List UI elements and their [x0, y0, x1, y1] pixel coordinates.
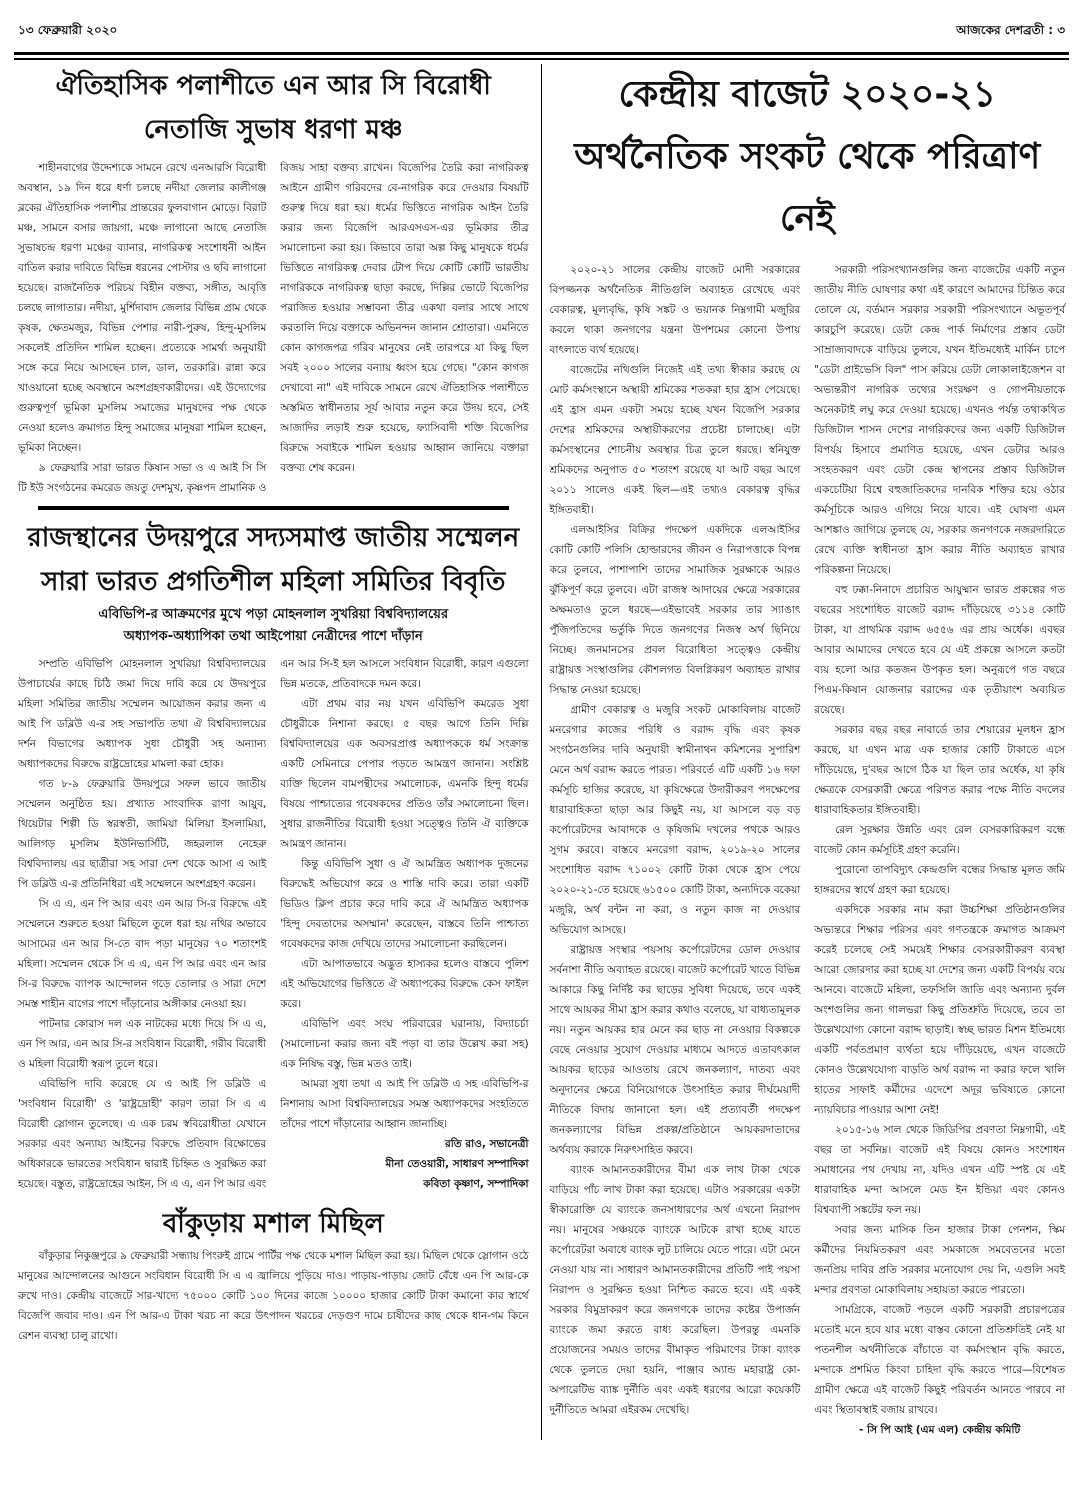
article-title-line1: কেন্দ্রীয় বাজেট ২০২০-২১ — [618, 74, 997, 115]
article-title-line2: সারা ভারত প্রগতিশীল মহিলা সমিতির বিবৃতি — [41, 567, 506, 597]
article-body — [18, 654, 529, 1194]
paragraph: কিন্তু এবিভিপি সুধা ও ঐ আমন্ত্রিত অধ্যাপক দুজনের বিরুদ্ধেই অভিযোগ করে ও শাস্তি দাবি করে। তারা একটি ভিডিও ক্লিপ প্রচার করে দাবি করে ঐ আমন্ত্রিত অধ্যাপক 'হিন্দু দেবতাদের অসম্মান' করেছেন, বাস্তবে তিনি পাশ্চাত্য গবেষকদের কাজ দেখিয়ে তাদের সমালোচনা করছিলেন। — [280, 858, 529, 950]
issue-date: ১৩ ফেব্রুয়ারী ২০২০ — [18, 23, 118, 37]
article-body — [18, 158, 529, 498]
article-subtitle-line1: এবিভিপি-র আক্রমণের মুখে পড়া মোহনলাল সুখরিয়া বিশ্ববিদ্যালয়ের — [98, 607, 449, 622]
paragraph: গ্রামীণ বেকারত্ব ও মজুরি সংকট মোকাবিলায় বাজেট মনরেগার কাজের পরিধি ও বরাদ্দ বৃদ্ধি এবং কৃষক সংগঠনগুলির দাবি অনুযায়ী স্বামীনাথন কমিশনের সুপারিশ মেনে অর্থ বরাদ্দ করতে পারত। পরিবর্তে এটি একটি ১৬ দফা কর্মসূচি হাজির করেছে, যা কৃষিক্ষেত্রে উদারীকরণ পদক্ষেপের ধারাবাহিকতা ছাড়া আর কিছুই নয়, যা আসলে বড় বড় কর্পোরেটদের আবাদকে ও কৃষিজমি দখলের পথকে আরও সুগম করবে। বাস্তবে মনরেগা বরাদ্দ, ২০১৯-২০ সালের সংশোধিত বরাদ্দ ৭১০০২ কোটি টাকা থেকে হ্রাস পেয়ে ২০২০-২১-তে হয়েছে ৬১৫০০ কোটি টাকা, অন্যদিকে বকেয়া মজুরি, অর্থ বন্টন না করা, ও নতুন কাজ না দেওয়ার অভিযোগ আসছে। — [549, 704, 801, 936]
header-rule — [14, 52, 1069, 55]
paragraph: সবার জন্য মাসিক তিন হাজার টাকা পেনশন, স্কিম কর্মীদের নিয়মিতকরণ এবং সমকাজে সমবেতনের মতো জনপ্রিয় দাবির প্রতি সরকার মনোযোগ দেয় নি, এগুলি সবই মন্দার প্রবণতা মোকাবিলায় সহায়তা করতে পারতো। — [814, 1224, 1065, 1296]
paragraph: সি এ এ, এন পি আর এবং এন আর সি-র বিরুদ্ধে এই সম্মেলনে শুরুতে হওয়া মিছিলে তুলে ধরা হয় নথির অভাবে আসামের এন আর সি-তে বাদ পড়া মানুষের ৭০ শতাংশই মহিলা। সম্মেলন থেকে সি এ এ, এন পি আর এবং এন আর সি-র বিরুদ্ধে ব্যাপক আন্দোলন গড়ে তোলার ও সারা দেশে সমস্ত শাহীন বাগের পাশে দাঁড়ানোর অঙ্গীকার নেওয়া হয়। — [18, 898, 267, 1010]
paragraph: গত ৮-৯ ফেব্রুয়ারি উদয়পুরে সফল ভাবে জাতীয় সম্মেলন অনুষ্ঠিত হয়। প্রখ্যাত সাংবাদিক রাণা আয়ুব, থিয়েটার শিল্পী ডি স্বরস্বতী, জামিয়া মিলিয়া ইসলামিয়া, আলিগড় মুসলিম ইউনিভার্সিটি, জহরলাল নেহেরু বিশ্ববিদ্যালয় এর ছাত্রীরা সহ সারা দেশ থেকে আসা এ আই পি ডব্লিউ এ-র প্রতিনিধিরা এই সম্মেলনে অংশগ্রহণ করেন। — [18, 778, 267, 890]
section-rule — [38, 506, 509, 510]
paragraph: ৯ ফেব্রুয়ারি সারা ভারত কিষান সভা ও এ আই সি সি টি ইউ সংগঠনের কমরেড জয়তু দেশমুখ, কৃষ্ণপদ প্রামানিক ও বিজয় সাহা বক্তব্য রাখেন। বিজেপির তৈরি করা নাগরিকত্ব আইনে গ্রামীণ গরিবদের বে-নাগরিক করে দেওয়ার বিষয়টি গুরুত্ব দিয়ে ধরা হয়। ধর্মের ভিত্তিতে নাগরিক আইন তৈরি করার জন্য বিজেপি আরএসএস-এর ভূমিকার তীব্র সমালোচনা করা হয়। কিভাবে তারা অল্প কিছু মানুষকে ধর্মের ভিত্তিতে নাগরিকত্ব দেবার টোপ দিয়ে কোটি কোটি ভারতীয় নাগরিককে নাগরিকত্ব ছাড়া করছে, দিল্লির ভোটে বিজেপির পরাজিত হওয়ার সম্ভাবনা তীব্র একথা বলার সাথে সাথে করতালি দিয়ে বক্তাকে অভিনন্দন জানান শ্রোতারা। এমনিতে কোন কাগজপত্র গরিব মানুষের নেই তারপরে যা কিছু ছিল সবই ২০০০ সালের বন্যায় ধ্বংস হয়ে গেছে। "কোন কাগজ দেখাবো না" এই দাবিকে সামনে রেখে ঐতিহাসিক পলাশীতে অস্তমিত স্বাধীনতার সূর্য আবার নতুন করে উদয় হবে, সেই আজাদির লড়াই শুরু হয়েছে, ফ্যাসিবাদী শক্তি বিজেপির বিরুদ্ধে সবাইকে শামিল হওয়ার আহ্বান জানিয়ে বক্তারা বক্তব্য শেষ করেন। — [18, 162, 529, 494]
paragraph: শাহীনবাগের উদ্দেশ্যকে সামনে রেখে এনআরসি বিরোধী অবস্থান, ১৯ দিন ধরে ধর্ণা চলছে নদীয়া জেলার কালীগঞ্জ ব্লকের ঐতিহাসিক পলাশীর প্রান্তরের ফুলবাগান মোড়ে। বিরাট মঞ্চ, সামনে বসার জায়গা, মঞ্চে লাগানো আছে নেতাজি সুভাষচন্দ্র ধরণা মঞ্চের ব্যানার, নাগরিকত্ব সংশোধনী আইন বাতিল করার দাবিতে বিভিন্ন ধরনের পোস্টার ও ছবি লাগানো হয়েছে। রাজনৈতিক পরিচয় বিহীন বক্তব্য, সঙ্গীত, আবৃত্তি চলছে লাগাতার। নদীয়া, মুর্শিদাবাদ জেলার বিভিন্ন গ্রাম থেকে কৃষক, ক্ষেতমজুর, বিভিন্ন পেশার নারী-পুরুষ, হিন্দু-মুসলিম সকলেই প্রতিদিন শামিল হচ্ছেন। প্রত্যেকে সামর্থ্য অনুযায়ী সঙ্গে করে নিয়ে আসছেন চাল, ডাল, তরকারি। রান্না করে খাওয়ানো হচ্ছে অবস্থানে অংশগ্রহণকারীদের। এই উদ্যোগের গুরুত্বপূর্ণ ভূমিকা মুসলিম সমাজের মানুষদের পক্ষ থেকে নেওয়া হলেও ক্রমাগত হিন্দু সমাজের মানুষরা শামিল হচ্ছেন, ভূমিকা নিচ্ছেন। — [18, 162, 267, 454]
paragraph: বহু ঢক্কা-নিনাদে প্রচারিত আয়ুষ্মান ভারত প্রকল্পের গত বছরের সংশোধিত বাজেট বরাদ্দ দাঁড়িয়েছে ৩১১৪ কোটি টাকা, যা প্রাথমিক বরাদ্দ ৬৫৫৬ এর প্রায় অর্ধেক। এবছর আবার আমাদের দেখতে হবে যে এই প্রকল্পে আসলে কতটা ব্যয় হলো আর কতজন উপকৃত হল। অনুরূপে গত বছরে পিএম-কিষান যোজনার বরাদ্দের এক তৃতীয়াংশ অব্যয়িত রয়েছে। — [814, 584, 1065, 716]
left-half — [14, 60, 533, 1440]
paragraph: আমরা সুধা তথা এ আই পি ডব্লিউ এ সহ এবিভিপি-র নিশানায় আসা বিশ্ববিদ্যালয়ের সমস্ত অধ্যাপকদের সংহতিতে তাঁদের পাশে দাঁড়ানোর আহ্বান জানাচ্ছি। — [280, 1078, 529, 1130]
paragraph: এলআইসির বিক্রির পদক্ষেপ একদিকে এলআইসির কোটি কোটি পলিসি হোল্ডারদের জীবন ও নিরাপত্তাকে বিপন্ন করে তুলবে, পাশাপাশি তাদের সামাজিক সুরক্ষাকে আরও ঝুঁকিপূর্ণ করে তুলবে। এটা রাজস্ব আদায়ের ক্ষেত্রে সরকারের অক্ষমতাও তুলে ধরছে—এইভাবেই সরকার তার স্যাঙাৎ পুঁজিপতিদের ভর্তুকি দিতে জনগণের নিজস্ব অর্থ ছিনিয়ে নিচ্ছে। জনমানসের প্রবল বিরোধিতা সত্ত্বেও কেন্দ্রীয় রাষ্ট্রায়ত্ত সংস্থাগুলির কৌশলগত বিলগ্নিকরণ অব্যাহত রাখার সিদ্ধান্ত নেওয়া হয়েছে। — [549, 524, 801, 696]
paragraph: এটা প্রথম বার নয় যখন এবিভিপি কমরেড সুধা চৌধুরীকে নিশানা করছে। ৫ বছর আগে তিনি দিল্লি বিশ্ববিদ্যালয়ের এক অবসরপ্রাপ্ত অধ্যাপককে ধর্ম সংক্রান্ত একটি সেমিনারে পেপার পড়তে আমন্ত্রণ জানান। সংশ্লিষ্ট ব্যক্তি ছিলেন বামপন্থীদের সমালোচক, এমনকি হিন্দু ধর্মের বিষয়ে পাশ্চাত্যের গবেষকদের প্রতিও তাঁর সমালোচনা ছিল। সুধার রাজনীতির বিরোধী হওয়া সত্ত্বেও তিনি ঐ ব্যক্তিকে আমন্ত্রণ জানান। — [280, 698, 529, 850]
article-title-line2: নেতাজি সুভাষ ধরণা মঞ্চ — [143, 115, 403, 145]
article-udaipur — [18, 516, 529, 1194]
paragraph: বাঁকুড়ার নিকুঞ্জপুরে ৯ ফেব্রুয়ারী সন্ধ্যায় পিংরুই গ্রামে পার্টির পক্ষ থেকে মশাল মিছিল করা হয়। মিছিল থেকে স্লোগান ওঠে মানুষের আন্দোলনের আগুনে সংবিধান বিরোধী সি এ এ জ্বালিয়ে পুড়িয়ে দাও। পাড়ায়-পাড়ায় জোট বেঁধে এন পি আর-কে রুখে দাও। কেন্দ্রীয় বাজেটে সার-খাদ্যে ৭৫০০০ কোটি ১০০ দিনের কাজে ১০০০০ হাজার কোটি টাকা কমানো কার স্বার্থে বিজেপি জবাব দাও। এন পি আর-এ টাকা খরচ না করে উৎপাদন খরচের দেড়গুণ দামে চাষীদের কাছ থেকে ধান-গম কিনে রেশন ব্যবস্থা চালু রাখো। — [18, 1250, 529, 1342]
paragraph: সম্প্রতি এবিভিপি মোহনলাল সুখরিয়া বিশ্ববিদ্যালয়ের উপাচার্যের কাছে চিঠি জমা দিয়ে দাবি করে যে উদয়পুরে মহিলা সমিতির জাতীয় সম্মেলন আয়োজন করার জন্য এ আই পি ডব্লিউ এ-র সহ সভাপতি তথা ঐ বিশ্ববিদ্যালয়ের দর্শন বিভাগের অধ্যাপক সুধা চৌধুরী সহ অন্যান্য অধ্যাপকদের বিরুদ্ধে রাষ্ট্রদ্রোহের মামলা করা হোক। — [18, 658, 267, 770]
signature: কবিতা কৃষ্ণাণ, সম্পাদিকা — [423, 1178, 529, 1190]
page-header — [0, 0, 1083, 60]
article-budget — [550, 64, 1065, 1440]
paragraph: বাজেটের নথিগুলি নিজেই এই তথ্য স্বীকার করছে যে মোট কর্মসংস্থানে অস্থায়ী শ্রমিকের শতকরা হার হ্রাস পেয়েছে। এই হ্রাস এমন একটা সময়ে হচ্ছে যখন বিজেপি সরকার দেশের শ্রমিকদের অস্থায়ীকরণের প্রচেষ্টা চালাচ্ছে। এটা কর্মসংস্থানের শোচনীয় অবস্থার চিত্র তুলে ধরছে। স্বনিযুক্ত শ্রমিকদের অনুপাত ৫০ শতাংশ রয়েছে যা আট বছর আগে ২০১১ সালেও একই ছিল—এই তথ্যও বেকারত্ব বৃদ্ধির ইঙ্গিতবাহী। — [549, 364, 801, 516]
article-title-line2: অর্থনৈতিক সংকট থেকে পরিত্রাণ নেই — [574, 136, 1041, 239]
article-bankura — [18, 1202, 529, 1346]
article-title-line1: রাজস্থানের উদয়পুরে সদ্যসমাপ্ত জাতীয় সম্মেলন — [27, 523, 520, 553]
paragraph: সরকারী পরিসংখ্যানগুলির জন্য বাজেটের একটি নতুন জাতীয় নীতি ঘোষণার কথা এই কারণে আমাদের চিন্তিত করে তোলে যে, বর্তমান সরকার সরকারী পরিসংখ্যানে অভূতপূর্ব কারচুপি করেছে। ডেটা কেন্দ্র পার্ক নির্মাণের প্রস্তাব ডেটা সাম্রাজ্যবাদকে বাড়িয়ে তুলবে, যখন ইতিমধ্যেই মার্কিন চাপে "ডেটা প্রাইভেসি বিল" পাস করিয়ে ডেটা লোকালাইজেশন বা অভ্যন্তরীণ নাগরিক তথ্যের সংরক্ষণ ও গোপনীয়তাকে অনেকটাই লঘু করে দেওয়া হয়েছে। এখনও পর্যন্ত তথাকথিত ডিজিটাল শাসন দেশের নাগরিকদের জন্য একটি ডিজিটাল বিপর্যয় হিসাবে প্রমাণিত হয়েছে, এখন ডেটার আরও সংহতকরণ এবং ডেটা কেন্দ্র স্থাপনের প্রস্তাব ডিজিটাল একচেটিয়া বিশ্বে বহুজাতিকদের দানবিক শক্তির হয়ে ওঠার কর্মসূচিকে আরও এগিয়ে নিয়ে যাবে। এই ঘোষণা এমন আশঙ্কাও জাগিয়ে তুলছে যে, সরকার জনগণকে নজরদারিতে রেখে ব্যক্তি স্বাধীনতা হ্রাস করার নীতি অব্যাহত রাখার পরিকল্পনা নিয়েছে। — [814, 264, 1065, 576]
paragraph: রেল সুরক্ষার উন্নতি এবং রেল বেসরকারিকরণ বন্ধে বাজেট কোন কর্মসূচিই গ্রহণ করেনি। — [814, 824, 1065, 856]
article-subtitle-line2: অধ্যাপক-অধ্যাপিকা তথা আইপোয়া নেত্রীদের পাশে দাঁড়ান — [123, 629, 423, 644]
paragraph: এবিভিপি এবং সংঘ পরিবারের ঘরানায়, বিদ্যাচর্চা (সমালোচনা করার জন্য বই পড়া বা তার উল্লেখ করা সহ) এক নিষিদ্ধ বস্তু, ভিন্ন মতও তাই। — [280, 1018, 529, 1070]
signature: রতি রাও, সভানেত্রী — [445, 1138, 529, 1150]
signature: মীনা তেওয়ারী, সাধারণ সম্পাদিকা — [385, 1158, 529, 1170]
paragraph: সরকার বছর বছর নাবার্ডে তার শেয়ারের মূলধন হ্রাস করছে, যা এখন মাত্র এক হাজার কোটি টাকাতে এসে দাঁড়িয়েছে, দু'বছর আগে ঠিক যা ছিল তার অর্ধেক, যা কৃষি ক্ষেত্রকে বেসরকারী ক্ষেত্রে পরিণত করার পক্ষে নীতি বদলের ধারাবাহিকতার ইঙ্গিতবাহী। — [814, 724, 1065, 816]
article-title-line1: ঐতিহাসিক পলাশীতে এন আর সি বিরোধী — [55, 71, 491, 101]
article-body — [550, 260, 1065, 1440]
paragraph: পুরোনো তাপবিদ্যুৎ কেন্দ্রগুলি বন্ধের সিদ্ধান্ত মূলত জমি হাঙ্গরদের স্বার্থে গ্রহণ করা হয়েছে। — [814, 864, 1065, 896]
paragraph: পাটনার কোরাস দল এক নাটকের মধ্যে দিয়ে সি এ এ, এন পি আর, এন আর সি-র সংবিধান বিরোধী, গরীব বিরোধী ও মহিলা বিরোধী স্বরূপ তুলে ধরে। — [18, 1018, 267, 1070]
article-title: বাঁকুড়ায় মশাল মিছিল — [162, 1209, 384, 1239]
signature: - সি পি আই (এম এল) কেন্দ্রীয় কমিটি — [859, 1424, 1021, 1436]
header-bar — [0, 0, 1083, 48]
article-palashi — [18, 64, 529, 498]
paragraph: ২০২০-২১ সালের কেন্দ্রীয় বাজেট মোদী সরকারের বিপজ্জনক অর্থনৈতিক নীতিগুলি অব্যাহত রেখেছে এবং বেকারত্ব, মূল্যবৃদ্ধি, কৃষি সঙ্কট ও ভয়ানক নিম্নগামী মজুরির কবলে থাকা জনগণের যন্ত্রনা উপশমের কোনো উপায় বাৎলাতে ব্যর্থ হয়েছে। — [549, 264, 801, 356]
paragraph: ব্যাংক আমানতকারীদের বীমা এক লাখ টাকা থেকে বাড়িয়ে পাঁচ লাখ টাকা করা হয়েছে। এটাও সরকারের একটা স্বীকারোক্তি যে ব্যাংকে জনসাধারণের অর্থ এখনো নিরাপদ নয়। মানুষের সঞ্চয়কে ব্যাংকে আটকে রাখা হচ্ছে যাতে কর্পোরেটরা অবাধে ব্যাংক লুট চালিয়ে যেতে পারে। এটা মেনে নেওয়া যায় না। সাধারণ আমানতকারীদের প্রতিটি পাই পয়সা নিরাপদ ও সুরক্ষিত হওয়া নিশ্চিত করতে হবে। এই একই সরকার বিমুদ্রাকরণ করে জনগণকে তাদের কষ্টের উপার্জন ব্যাংকে জমা করতে বাধ্য করেছিল। উপরন্তু এমনকি প্রয়োজনের সময়ও তাদের বীমাকৃত পরিমাণের টাকা ব্যাংক থেকে তুলতে দেয়া হয়নি, পাঞ্জাব অ্যান্ড মহারাষ্ট্র কো-অপারেটিভ ব্যাঙ্ক দুর্নীতি এবং একই ধরণের আরো কয়েকটি দুর্নীতিতে আমরা এইরকম দেখেছি। — [549, 1164, 801, 1416]
right-half — [550, 60, 1069, 1440]
paragraph: একদিকে সরকার নাম করা উচ্চশিক্ষা প্রতিষ্ঠানগুলির অভ্যন্তরে শিক্ষার পরিসর এবং গণতন্ত্রকে ক্রমাগত আক্রমণ করেই চলেছে সেই সময়েই শিক্ষার বেসরকারীকরণ ব্যবস্থা আরো জোরদার করা হচ্ছে যা দেশের জন্য একটি বিপর্যয় বয়ে আনবে। বাজেটে মহিলা, তফসিলি জাতি এবং অন্যান্য দুর্বল অংশগুলির জন্য গালভরা কিছু প্রতিশ্রুতি দিয়েছে, তবে তা উল্লেখযোগ্য কোনো বরাদ্দ ছাড়াই। স্বচ্ছ ভারত মিশন ইতিমধ্যে একটি পর্বতপ্রমাণ ব্যর্থতা হয়ে দাঁড়িয়েছে, এখন বাজেটে কোনও উল্লেখযোগ্য বাড়তি অর্থ বরাদ্দ না করার ফলে খালি হাতের সাফাই কর্মীদের এদেশে অদূর ভবিষ্যতে কোনো ন্যায়বিচার পাওয়ার আশা নেই! — [814, 904, 1065, 1116]
article-body — [18, 1246, 529, 1346]
page-label: আজকের দেশব্রতী : ৩ — [956, 23, 1065, 37]
paragraph: এটা আপাতভাবে অদ্ভুত হাস্যকর হলেও বাস্তবে পুলিশ এই অভিযোগের ভিত্তিতে ঐ অধ্যাপকের বিরুদ্ধে কেস ফাইল করে। — [280, 958, 529, 1010]
paragraph: রাষ্ট্রায়ত্ত সংস্থার পয়সায় কর্পোরেটদের ডোল দেওয়ার সর্বনাশা নীতি অব্যাহত রয়েছে। বাজেট কর্পোরেট খাতে বিভিন্ন আকারে কিছু নির্দিষ্ট কর ছাড়ের সুবিধা দিয়েছে, তবে একই সাথে আয়কর সীমা হ্রাস করার কথাও বলেছে, যা বাধ্যতামূলক নয়। নতুন আয়কর হার মেনে কর ছাড় না নেওয়ার বিকল্পকে বেছে নেওয়ার সুযোগ দেওয়ার মাধ্যমে আদতে এতাবৎকাল আয়কর ছাড়ের আওতায় রেখে জনকল্যাণ, দাতব্য এবং অনুদানের ক্ষেত্রে বিনিয়োগকে উৎসাহিত করার দীর্ঘমেয়াদী নীতিকে বিদায় জানানো হল। এই প্রত্যাবর্তী পদক্ষেপ জনকল্যাণের বিভিন্ন প্রকল্প/প্রতিষ্ঠানে আয়করদাতাদের অর্থব্যয় করাকে নিরুৎসাহিত করবে। — [549, 944, 801, 1156]
column-divider — [541, 64, 542, 1440]
paragraph: সামগ্রিকে, বাজেট পড়লে একটি সরকারী প্রচারপত্রের মতোই মনে হবে যার মধ্যে বাস্তব কোনো প্রতিশ্রুতিই নেই যা পতনশীল অর্থনীতিকে বাঁচাতে বা কর্মসংস্থান বৃদ্ধি করতে, মন্দাকে প্রশমিত কিংবা চাহিদা বৃদ্ধি করতে পারে—বিশেষত গ্রামীণ ক্ষেত্রে এই বাজেট কিছুই পরিবর্তন আনতে পারবে না এবং স্থিতাবস্থাই বজায় রাখবে। — [814, 1304, 1065, 1416]
paragraph: ২০১৫-১৬ সাল থেকে জিডিপির প্রবণতা নিম্নগামী, এই বছর তা সর্বনিম্ন। বাজেট এই বিষয়ে কোনও সংশোধন সমাধানের পথ দেখায় না, যদিও এখন এটি স্পষ্ট যে এই ধারাবাহিক মন্দা আসলে মেড ইন ইন্ডিয়া এবং কোনও বিশ্বব্যাপী সঙ্কটের ফল নয়। — [814, 1124, 1065, 1216]
page-body — [0, 60, 1083, 1440]
paragraph: এবিভিপি দাবি করেছে যে এ আই পি ডব্লিউ এ 'সংবিধান বিরোধী' ও 'রাষ্ট্রদ্রোহী' কারণ তারা সি এ এ বিরোধী স্লোগান তুলেছে। এ এক চরম স্ববিরোধীতা যেখানে সরকার এবং অন্যায্য আইনের বিরুদ্ধে প্রতিবাদ বিক্ষোভের অধিকারকে ভারতের সংবিধান দ্বারাই চিহ্নিত ও সুরক্ষিত করা হয়েছে। বস্তুত, রাষ্ট্রদ্রোহের আইন, সি এ এ, এন পি আর এবং এন আর সি-ই হল আসলে সংবিধান বিরোধী, কারণ এগুলো ভিন্ন মতকে, প্রতিবাদকে দমন করে। — [18, 658, 529, 1190]
